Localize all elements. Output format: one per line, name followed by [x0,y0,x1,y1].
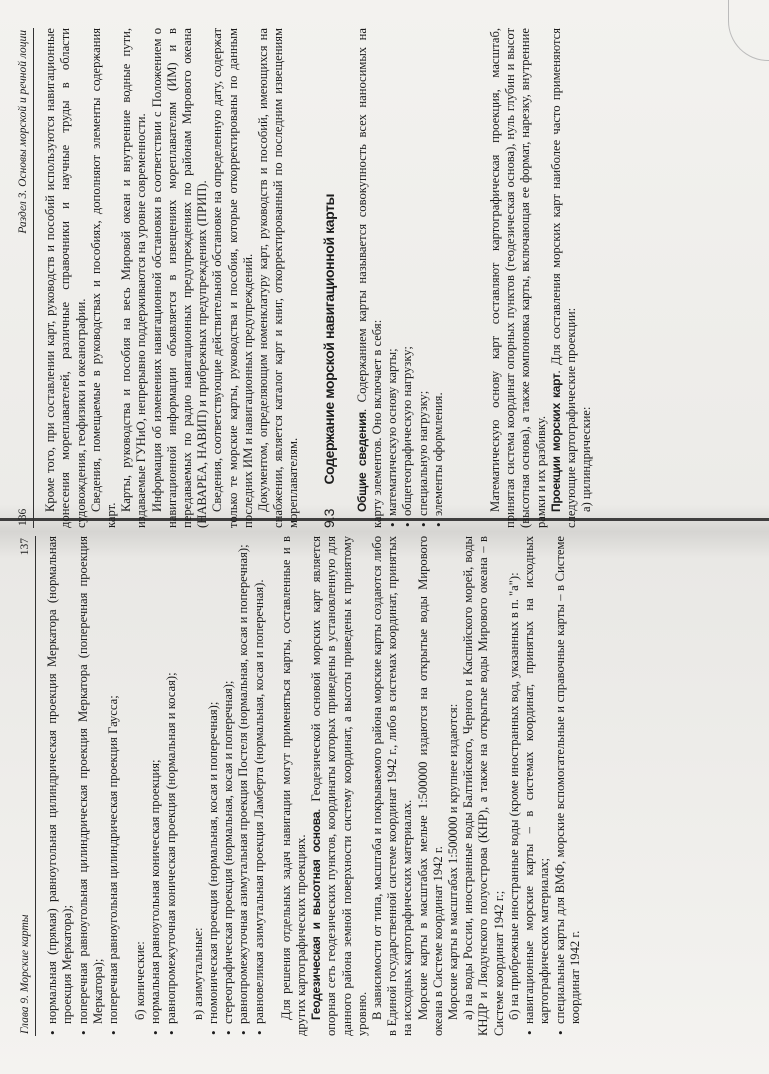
paragraph-text: . Геодезической основой морских карт является опорная сеть геодезических пунктов, координаты которых приведены в установленную для данного района земной поверхности систему координат, а высоты приведены к принятому уровню. [309,536,369,1036]
paragraph: б) на прибрежные иностранные воды (кроме иностранных вод, указанных в п. "а"): [506,572,521,1020]
paragraph-text: . Для составления морских карт наиболее часто применяются следующие картографические проекции: [548,28,579,528]
cylindrical-list [45,536,121,1036]
section-number: 9.3 [320,508,337,528]
list-item: • поперечная равноугольная цилиндрическая проекция Меркатора (поперечная проекция Меркатора); [76,536,106,1024]
paragraph: Морские карты в масштабах мельче 1:500000 издаются на открытые воды Мирового океана в Системе координат 1942 г. [415,536,445,1036]
list-item: • математическую основу карты; [385,28,400,516]
list-item: • равнопромежуточная коническая проекция (нормальная и косая); [164,536,179,1024]
list-item: • стереографическая проекция (нормальная, косая и поперечная); [221,536,236,1024]
running-title: Раздел 3. Основы морской и речной лоции [17,30,29,234]
list-item: • специальные карты для ВМФ, морские вспомогательные и справочные карты – в Системе координат 1942 г. [553,536,583,1024]
paragraph: а) на воды России, иностранные воды Балтийского, Черного и Каспийского морей, воды КНДР и Ляодунского полуострова (КНР), а также на открытые воды Мирового океана – в Системе координат 1942 г.; [461,536,506,1036]
paragraph: Карты, руководства и пособия на весь Мировой океан и внутренние водные пути, издаваемые ГУНиО, непрерывно поддерживаются на уровне современности. [119,28,149,528]
page-number: 137 [19,538,31,556]
paragraph-general [355,28,385,528]
list-item: • поперечная равноугольная цилиндрическая проекция Гаусса; [106,536,121,1024]
paragraph-text: . Содержанием карты называется совокупность всех наносимых на карту элементов. Оно включает в себя: [354,27,385,528]
lead-term: Проекции морских карт [548,373,563,512]
page-number: 136 [17,508,29,526]
paragraph-geodetic [309,536,370,1036]
conic-list [148,536,178,1036]
subheading: а) цилиндрические: [579,406,594,512]
paragraph: Информация об изменениях навигационной обстановки в соответствии с Положением о навигационной информации объявляется в извещениях мореплавателям (ИМ) и в передаваемых по радио навигационных предупреждениях по районам Мирового океана (НАВАРЕА, НАВИП) и прибрежных предупреждениях (ПРИП). [149,28,210,528]
subheading: б) конические: [133,941,148,1020]
paragraph: Сведения, помещаемые в руководствах и пособиях, дополняют элементы содержания карт. [88,28,119,528]
subheading: в) азимутальные: [190,927,205,1020]
list-item: • навигационные морские карты – в системах координат, принятых на исходных картографических материалах; [522,536,552,1024]
list-item: • равнопромежуточная азимутальная проекция Постеля (нормальная, косая и поперечная); [236,536,251,1024]
page-header [18,536,36,1036]
paragraph: Документом, определяющим номенклатуру карт, руководств и пособий, имеющихся на снабжении, является каталог карт и книг, откорректированный по последним извещениям мореплавателям. [256,28,301,528]
running-title: Глава 9. Морские карты [19,914,31,1034]
paragraph: Сведения, соответствующие действительной обстановке на определенную дату, содержат только те морские карты, руководства и пособия, которые откорректированы по данным последних ИМ и навигационных предупреждений. [210,28,255,528]
list-item: • гномоническая проекция (нормальная, косая и поперечная); [206,536,221,1024]
list-item: • нормальная равноугольная коническая проекция; [148,536,163,1024]
paragraph: Для решения отдельных задач навигации могут применяться карты, составленные и в других картографических проекциях. [278,536,309,1036]
lead-term: Общие сведения [354,412,369,512]
azimuthal-list [206,536,267,1036]
section-heading [322,28,337,528]
elements-list [385,28,446,528]
paragraph: Математическую основу карт составляют картографическая проекция, масштаб, принятая система координат опорных пунктов (геодезическая основа), нуль глубин и высот (высотная основа), а также компоновка карты, включающая ее формат, нарезку, внутренние рамки и их разбивку. [488,28,548,528]
list-item: • специальную нагрузку; [416,28,431,516]
paragraph: Кроме того, при составлении карт, руководств и пособий используются навигационные донесения мореплавателей, различные справочники и научные труды в области судовождения, геофизики и океанографии. [43,28,88,528]
paragraph-projections [549,28,579,528]
list-item: • равновеликая азимутальная проекция Ламберта (нормальная, косая и поперечная). [252,536,267,1024]
lead-term: Геодезическая и высотная основа [309,811,324,1020]
paragraph: В зависимости от типа, масштаба и покрываемого района морские карты создаются либо в Единой государственной системе координат 1942 г., либо в системах координат, принятых на исходных картографических материалах. [370,536,415,1036]
page-137 [18,536,758,1036]
page-header [16,28,34,528]
final-list [522,536,583,1036]
list-item: • общегеографическую нагрузку; [400,28,415,516]
paragraph: Морские карты в масштабах 1:500000 и крупнее издаются: [446,703,461,1020]
section-title: Содержание морской навигационной карты [320,193,337,485]
list-item: • элементы оформления. [431,28,446,516]
list-item: • нормальная (прямая) равноугольная цилиндрическая проекция Меркатора (нормальная проекция Меркатора); [45,536,75,1024]
page-136 [16,28,756,528]
